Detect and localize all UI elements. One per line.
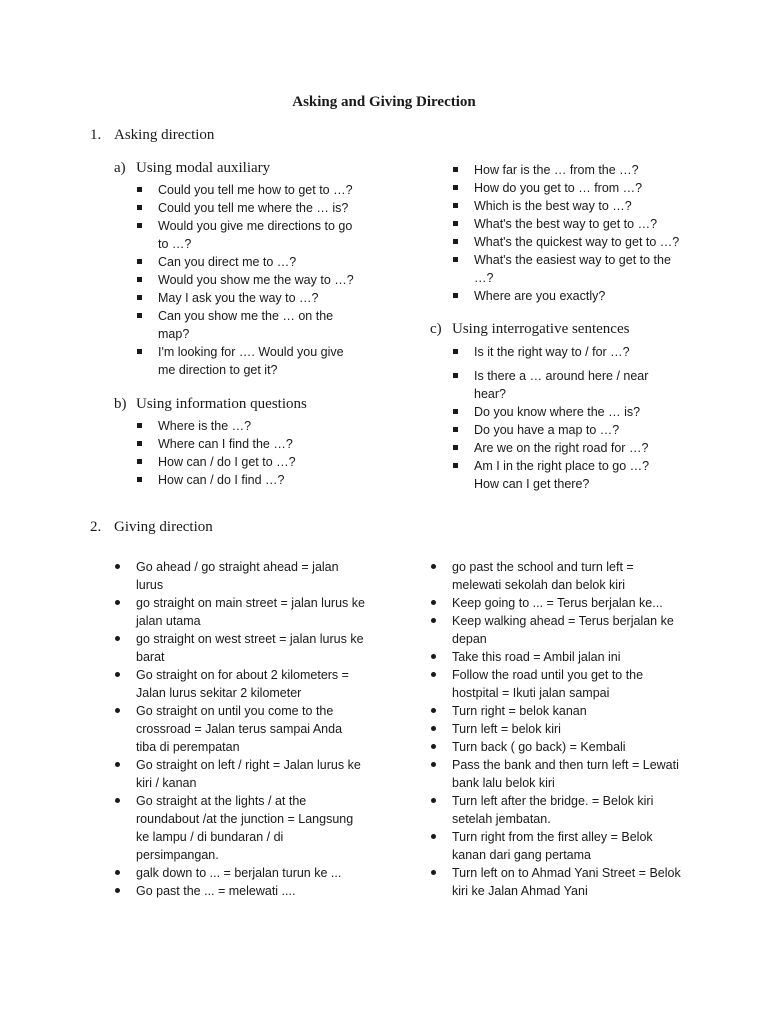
giving-direction-list-left (115, 558, 365, 900)
list-item: Where is the …? (137, 417, 362, 435)
list-item: Turn left after the bridge. = Belok kiri setelah jembatan. (431, 792, 681, 828)
subsection-c-heading (430, 321, 629, 338)
list-item: How far is the … from the …? (453, 161, 683, 179)
list-item: Which is the best way to …? (453, 197, 683, 215)
list-item: Do you have a map to …? (453, 421, 668, 439)
document-title: Asking and Giving Direction (292, 94, 476, 110)
list-item: What's the quickest way to get to …? (453, 233, 683, 251)
list-item: Keep walking ahead = Terus berjalan ke depan (431, 612, 681, 648)
list-item: How do you get to … from …? (453, 179, 683, 197)
list-item: Can you direct me to …? (137, 253, 362, 271)
list-item: Is it the right way to / for …? (453, 343, 668, 361)
interrogative-sentences-list (453, 343, 668, 493)
information-questions-list (137, 417, 362, 489)
list-item: Go straight on for about 2 kilometers = Jalan lurus sekitar 2 kilometer (115, 666, 365, 702)
list-item: Go straight on left / right = Jalan lurus ke kiri / kanan (115, 756, 365, 792)
list-item: What's the best way to get to …? (453, 215, 683, 233)
list-item: May I ask you the way to …? (137, 289, 362, 307)
list-item: Can you show me the … on the map? (137, 307, 362, 343)
list-item: Go ahead / go straight ahead = jalan lurus (115, 558, 365, 594)
list-item: Go past the ... = melewati .... (115, 882, 365, 900)
information-questions-list-continued (453, 161, 683, 305)
list-item: Follow the road until you get to the hostpital = Ikuti jalan sampai (431, 666, 681, 702)
list-item: Are we on the right road for …? (453, 439, 668, 457)
list-item: How can / do I find …? (137, 471, 362, 489)
list-item: What's the easiest way to get to the …? (453, 251, 683, 287)
list-item: Would you give me directions to go to …? (137, 217, 362, 253)
list-item: go past the school and turn left = melewati sekolah dan belok kiri (431, 558, 681, 594)
list-item: Am I in the right place to go …? How can I get there? (453, 457, 668, 493)
list-item: Turn right = belok kanan (431, 702, 681, 720)
list-item: Turn left = belok kiri (431, 720, 681, 738)
list-item: Turn left on to Ahmad Yani Street = Belok kiri ke Jalan Ahmad Yani (431, 864, 681, 900)
subsection-a-title: Using modal auxiliary (136, 160, 271, 176)
list-item: Take this road = Ambil jalan ini (431, 648, 681, 666)
subsection-a-letter: a) (114, 160, 126, 176)
giving-direction-list-right (431, 558, 681, 900)
list-item: Pass the bank and then turn left = Lewati bank lalu belok kiri (431, 756, 681, 792)
section-2-heading (90, 519, 213, 536)
subsection-c-title: Using interrogative sentences (452, 321, 630, 337)
list-item: Is there a … around here / near hear? (453, 367, 668, 403)
section-1-number: 1. (90, 127, 102, 143)
list-item: How can / do I get to …? (137, 453, 362, 471)
subsection-b-letter: b) (114, 396, 127, 412)
list-item: go straight on west street = jalan lurus ke barat (115, 630, 365, 666)
list-item: Turn back ( go back) = Kembali (431, 738, 681, 756)
section-2-number: 2. (90, 519, 102, 535)
subsection-b-heading (114, 396, 307, 413)
list-item: Where can I find the …? (137, 435, 362, 453)
list-item: Keep going to ... = Terus berjalan ke... (431, 594, 681, 612)
list-item: Would you show me the way to …? (137, 271, 362, 289)
subsection-b-title: Using information questions (136, 396, 307, 412)
list-item: Could you tell me how to get to …? (137, 181, 362, 199)
list-item: galk down to ... = berjalan turun ke ... (115, 864, 365, 882)
subsection-a-heading (114, 160, 270, 177)
list-item: I'm looking for …. Would you give me direction to get it? (137, 343, 362, 379)
section-1-heading (90, 127, 214, 144)
list-item: Turn right from the first alley = Belok kanan dari gang pertama (431, 828, 681, 864)
list-item: Could you tell me where the … is? (137, 199, 362, 217)
list-item: Go straight at the lights / at the roundabout /at the junction = Langsung ke lampu / di bundaran / di persimpangan. (115, 792, 365, 864)
subsection-c-letter: c) (430, 321, 442, 337)
section-2-title: Giving direction (114, 519, 213, 535)
list-item: go straight on main street = jalan lurus ke jalan utama (115, 594, 365, 630)
section-1-title: Asking direction (114, 127, 215, 143)
modal-auxiliary-list (137, 181, 362, 379)
list-item: Do you know where the … is? (453, 403, 668, 421)
list-item: Where are you exactly? (453, 287, 683, 305)
list-item: Go straight on until you come to the crossroad = Jalan terus sampai Anda tiba di perempatan (115, 702, 365, 756)
